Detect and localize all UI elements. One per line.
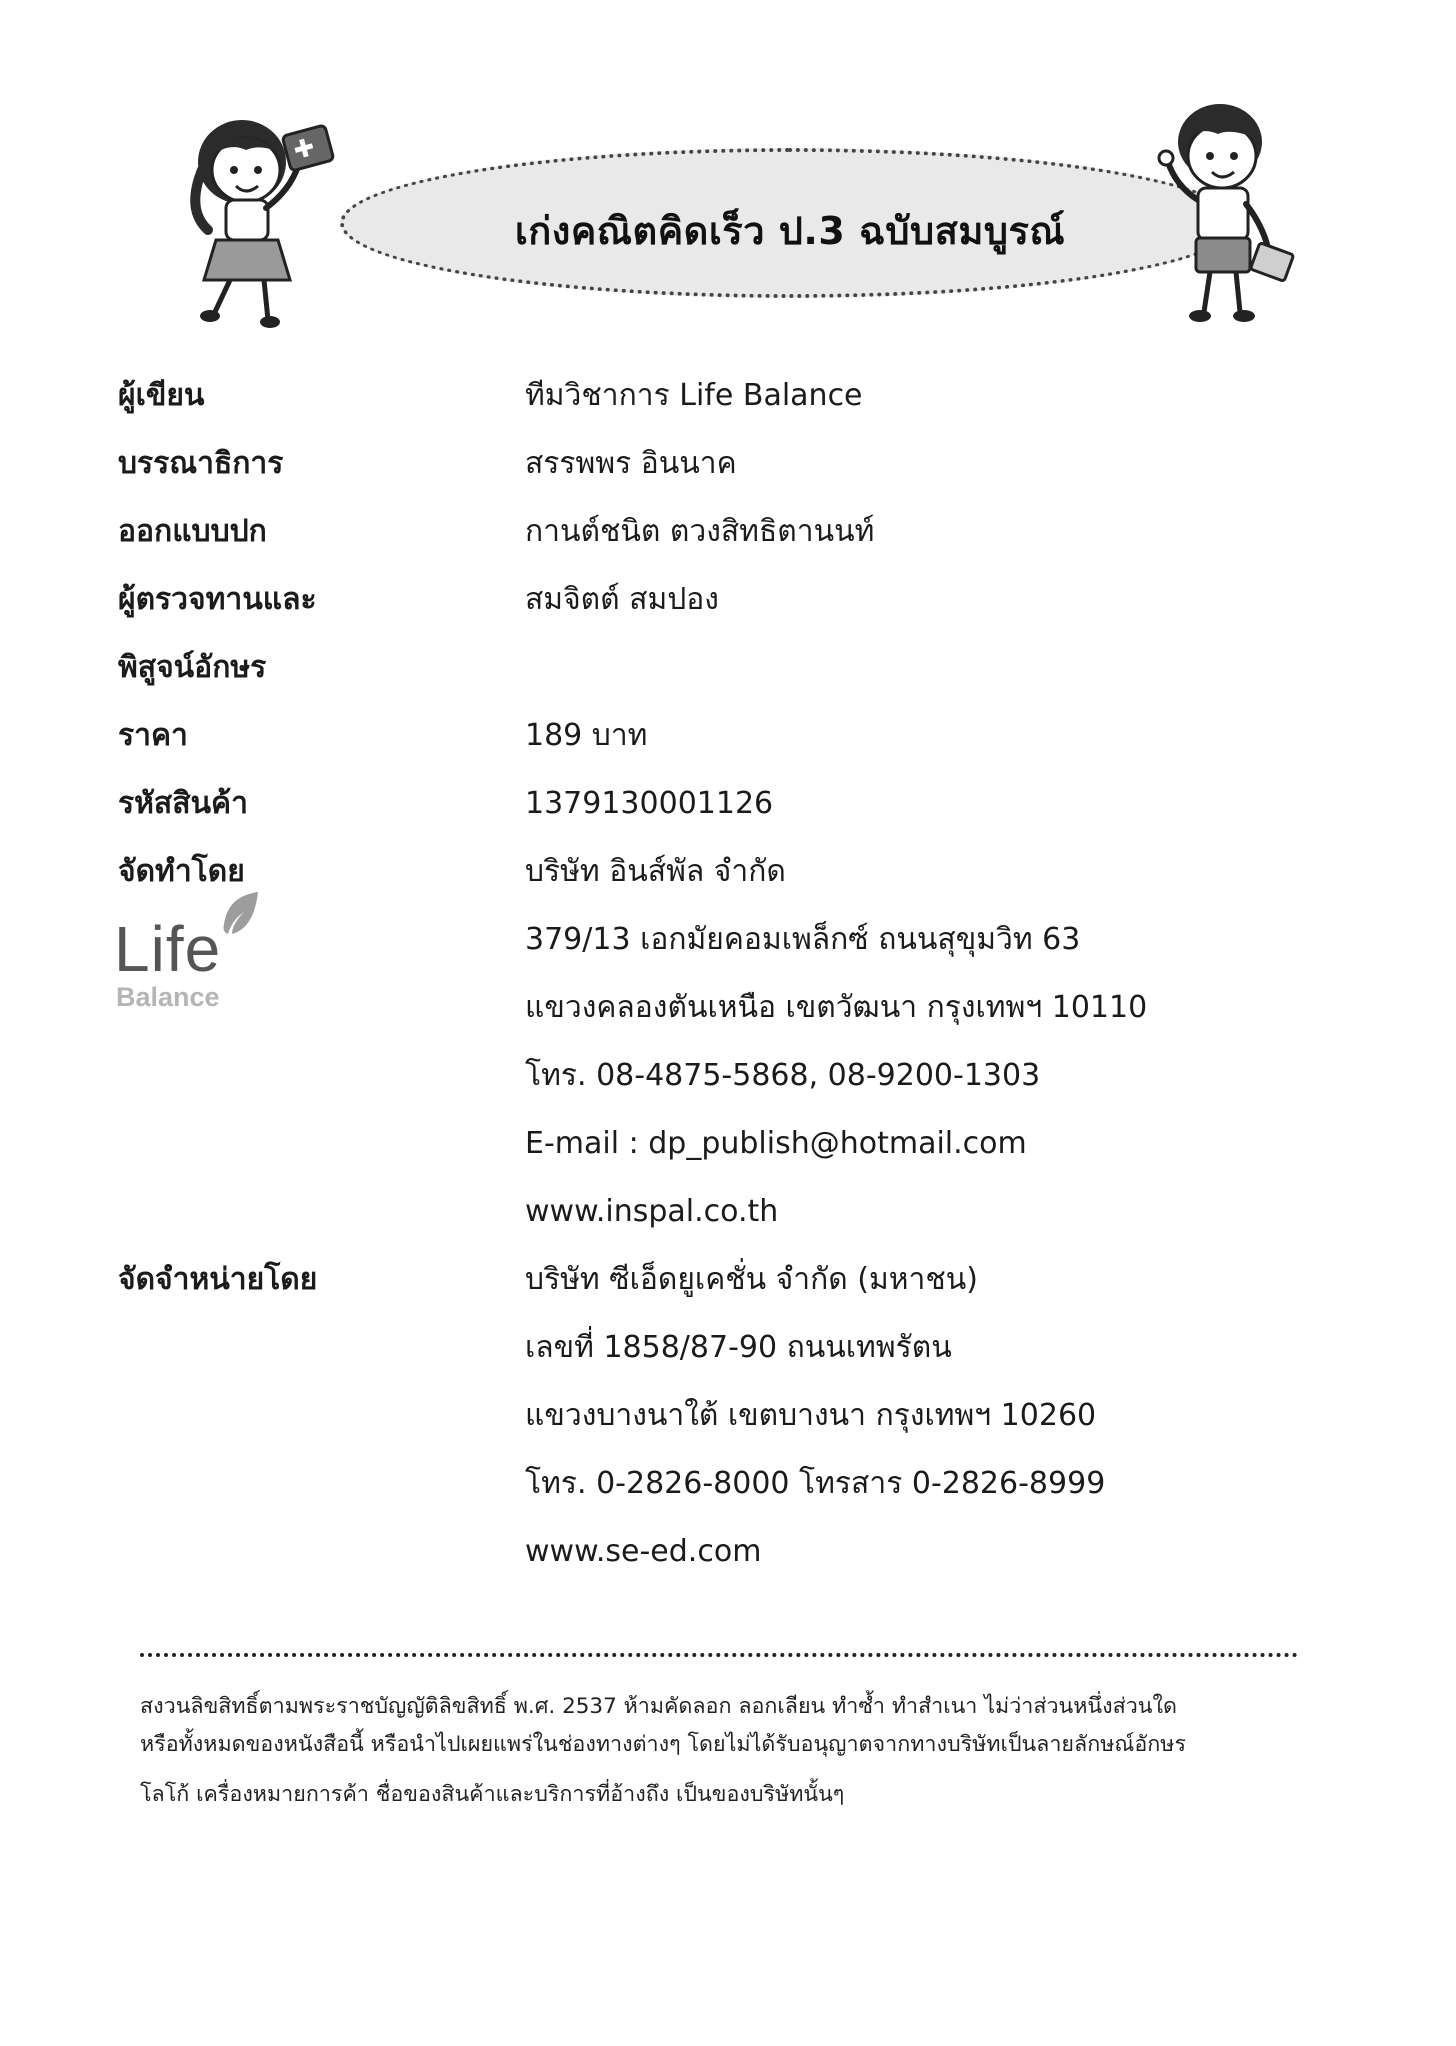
dotted-divider: [140, 1653, 1298, 1657]
product-code-label: รหัสสินค้า: [118, 786, 248, 821]
proofreader-label-line2: พิสูจน์อักษร: [118, 650, 267, 685]
cover-design-value: กานต์ชนิต ตวงสิทธิตานนท์: [525, 514, 875, 549]
price-value: 189 บาท: [525, 718, 648, 753]
distributor-website: www.se-ed.com: [525, 1534, 762, 1569]
product-code-row: [118, 770, 1268, 838]
producer-phone: โทร. 08-4875-5868, 08-9200-1303: [525, 1058, 1041, 1093]
proofreader-label-line1: ผู้ตรวจทานและ: [118, 582, 317, 617]
editor-label: บรรณาธิการ: [118, 446, 284, 481]
logo-word-balance: Balance: [116, 982, 220, 1012]
proofreader-label: [118, 566, 525, 702]
distributor-label: จัดจำหน่ายโดย: [118, 1262, 318, 1297]
copyright-line2: หรือทั้งหมดของหนังสือนี้ หรือนำไปเผยแพร่ในช่องทางต่างๆ โดยไม่ได้รับอนุญาตจากทางบริษัทเป็นลายลักษณ์อักษร: [140, 1732, 1186, 1757]
distributor-row: [118, 1246, 1268, 1586]
price-label: ราคา: [118, 718, 188, 753]
cover-design-row: [118, 498, 1268, 566]
life-balance-logo: [114, 890, 264, 1020]
author-row: [118, 362, 1268, 430]
proofreader-value: สมจิตต์ สมปอง: [525, 582, 719, 617]
book-info: [118, 362, 1268, 1586]
producer-label: จัดทำโดย: [118, 854, 245, 889]
distributor-address-line2: แขวงบางนาใต้ เขตบางนา กรุงเทพฯ 10260: [525, 1398, 1097, 1433]
copyright-line3: โลโก้ เครื่องหมายการค้า ชื่อของสินค้าและบริการที่อ้างถึง เป็นของบริษัทนั้นๆ: [140, 1782, 845, 1807]
title-banner: [180, 90, 1300, 320]
distributor-company: บริษัท ซีเอ็ดยูเคชั่น จำกัด (มหาชน): [525, 1262, 978, 1297]
logo-word-life: Life: [114, 913, 222, 985]
distributor-phone: โทร. 0-2826-8000 โทรสาร 0-2826-8999: [525, 1466, 1106, 1501]
author-label: ผู้เขียน: [118, 378, 205, 413]
book-title: เก่งคณิตคิดเร็ว ป.3 ฉบับสมบูรณ์: [514, 209, 1066, 253]
product-code-value: 1379130001126: [525, 786, 774, 821]
editor-value: สรรพพร อินนาค: [525, 446, 737, 481]
distributor-details: [525, 1246, 1105, 1586]
copyright-line1: สงวนลิขสิทธิ์ตามพระราชบัญญัติลิขสิทธิ์ พ.ศ. 2537 ห้ามคัดลอก ลอกเลียน ทำซ้ำ ทำสำเนา ไม่ว่าส่วนหนึ่งส่วนใด: [140, 1694, 1177, 1719]
producer-address-line2: แขวงคลองตันเหนือ เขตวัฒนา กรุงเทพฯ 10110: [525, 990, 1148, 1025]
editor-row: [118, 430, 1268, 498]
producer-company: บริษัท อินส์พัล จำกัด: [525, 854, 786, 889]
producer-row: [118, 838, 1268, 1246]
distributor-address-line1: เลขที่ 1858/87-90 ถนนเทพรัตน: [525, 1330, 952, 1365]
girl-illustration: [180, 100, 380, 330]
price-row: [118, 702, 1268, 770]
author-value: ทีมวิชาการ Life Balance: [525, 378, 863, 413]
proofreader-row: [118, 566, 1268, 702]
producer-email: E-mail : dp_publish@hotmail.com: [525, 1126, 1027, 1161]
cover-design-label: ออกแบบปก: [118, 514, 267, 549]
producer-details: [525, 838, 1147, 1246]
leaf-icon: [218, 890, 260, 936]
producer-address-line1: 379/13 เอกมัยคอมเพล็กซ์ ถนนสุขุมวิท 63: [525, 922, 1081, 957]
copyright-notice: [140, 1688, 1310, 1814]
producer-website: www.inspal.co.th: [525, 1194, 779, 1229]
